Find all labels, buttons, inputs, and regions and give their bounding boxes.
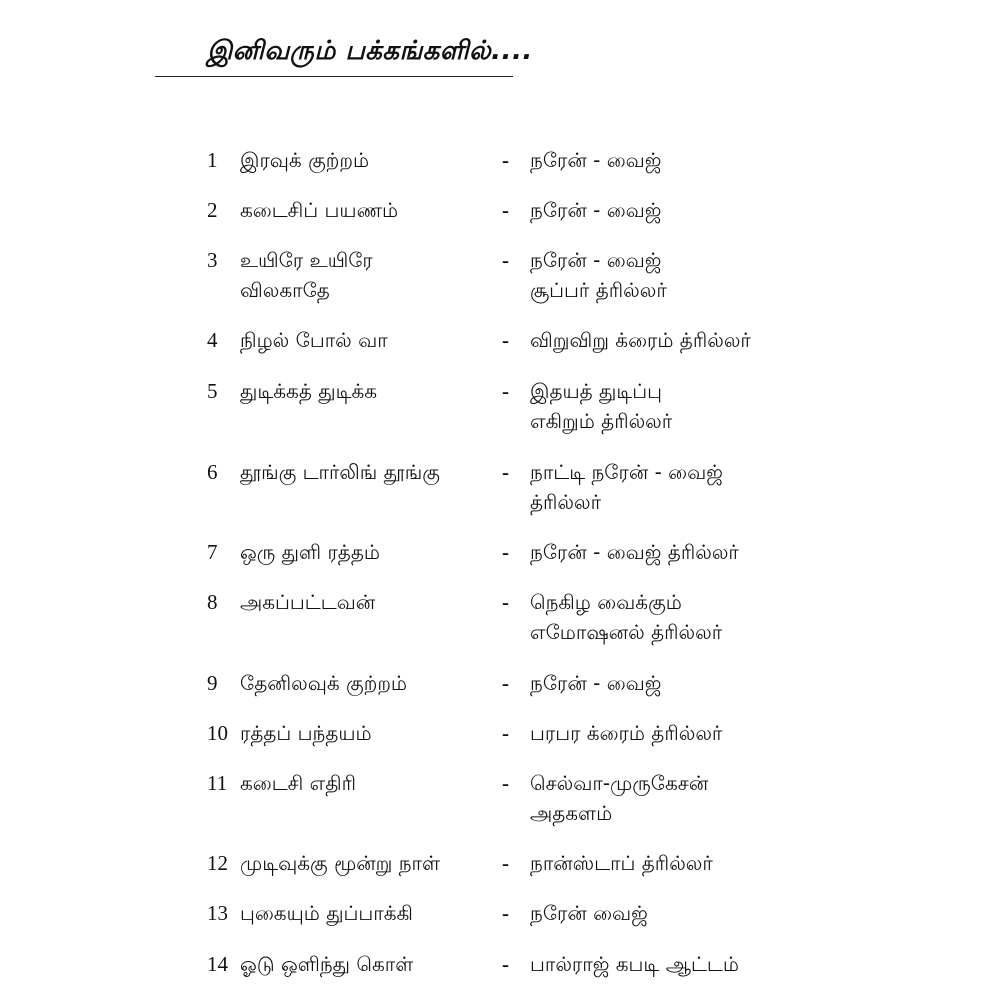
item-separator: - xyxy=(502,328,509,352)
item-separator: - xyxy=(502,721,509,745)
item-number: 12 xyxy=(207,851,228,875)
item-title xyxy=(240,537,495,567)
item-title xyxy=(240,768,495,798)
item-description xyxy=(530,718,820,748)
item-separator: - xyxy=(502,379,509,403)
item-title xyxy=(240,195,495,225)
item-description-line: எகிறும் த்ரில்லர் xyxy=(530,409,673,433)
item-description xyxy=(530,898,820,928)
item-number: 13 xyxy=(207,901,228,925)
item-description-line: நான்ஸ்டாப் த்ரில்லர் xyxy=(530,851,713,875)
item-title-line: நிழல் போல் வா xyxy=(240,328,388,352)
item-title xyxy=(240,718,495,748)
item-title xyxy=(240,949,495,979)
item-number: 8 xyxy=(207,590,218,614)
item-separator: - xyxy=(502,952,509,976)
item-title-line: துடிக்கத் துடிக்க xyxy=(240,379,378,403)
item-description-line: செல்வா-முருகேசன் xyxy=(530,771,709,795)
item-separator: - xyxy=(502,540,509,564)
item-title xyxy=(240,325,495,355)
item-title-line: அகப்பட்டவன் xyxy=(240,590,376,614)
item-number: 5 xyxy=(207,379,218,403)
item-description-line: எமோஷனல் த்ரில்லர் xyxy=(530,620,723,644)
item-description-line: நரேன் - வைஜ் xyxy=(530,148,662,172)
item-separator: - xyxy=(502,590,509,614)
item-title xyxy=(240,145,495,175)
item-number: 14 xyxy=(207,952,228,976)
item-description-line: சூப்பர் த்ரில்லர் xyxy=(530,278,667,302)
item-description xyxy=(530,195,820,225)
item-separator: - xyxy=(502,671,509,695)
item-title-line: இரவுக் குற்றம் xyxy=(240,148,370,172)
item-title-line: தூங்கு டார்லிங் தூங்கு xyxy=(240,460,440,484)
item-title-line: புகையும் துப்பாக்கி xyxy=(240,901,413,925)
item-description xyxy=(530,325,820,355)
item-title-line: விலகாதே xyxy=(240,278,330,302)
item-title-line: கடைசி எதிரி xyxy=(240,771,357,795)
item-description-line: நரேன் - வைஜ் xyxy=(530,671,662,695)
item-description xyxy=(530,457,820,517)
item-title xyxy=(240,457,495,487)
item-description-line: நரேன் - வைஜ் த்ரில்லர் xyxy=(530,540,739,564)
item-description-line: நரேன் - வைஜ் xyxy=(530,248,662,272)
item-title-line: ஒரு துளி ரத்தம் xyxy=(240,540,380,564)
item-number: 4 xyxy=(207,328,218,352)
item-description-line: பரபர க்ரைம் த்ரில்லர் xyxy=(530,721,723,745)
item-description xyxy=(530,145,820,175)
item-description-line: நரேன் வைஜ் xyxy=(530,901,648,925)
item-description xyxy=(530,376,820,436)
item-description-line: அதகளம் xyxy=(530,801,613,825)
item-separator: - xyxy=(502,460,509,484)
item-title-line: ஓடு ஒளிந்து கொள் xyxy=(240,952,414,976)
item-description xyxy=(530,668,820,698)
item-separator: - xyxy=(502,851,509,875)
item-description-line: நாட்டி நரேன் - வைஜ் xyxy=(530,460,723,484)
item-title-line: முடிவுக்கு மூன்று நாள் xyxy=(240,851,441,875)
item-title xyxy=(240,245,495,305)
item-title-line: உயிரே உயிரே xyxy=(240,248,373,272)
item-number: 10 xyxy=(207,721,228,745)
item-number: 3 xyxy=(207,248,218,272)
item-title-line: தேனிலவுக் குற்றம் xyxy=(240,671,408,695)
item-title xyxy=(240,376,495,406)
item-title xyxy=(240,668,495,698)
item-separator: - xyxy=(502,148,509,172)
item-description-line: நரேன் - வைஜ் xyxy=(530,198,662,222)
item-description-line: விறுவிறு க்ரைம் த்ரில்லர் xyxy=(530,328,751,352)
item-title-line: ரத்தப் பந்தயம் xyxy=(240,721,372,745)
item-number: 2 xyxy=(207,198,218,222)
item-number: 7 xyxy=(207,540,218,564)
item-description-line: த்ரில்லர் xyxy=(530,490,602,514)
item-separator: - xyxy=(502,248,509,272)
item-description xyxy=(530,768,820,828)
item-description xyxy=(530,949,820,979)
item-description xyxy=(530,848,820,878)
item-separator: - xyxy=(502,771,509,795)
item-title xyxy=(240,898,495,928)
item-separator: - xyxy=(502,198,509,222)
item-number: 11 xyxy=(207,771,228,795)
item-description xyxy=(530,587,820,647)
item-separator: - xyxy=(502,901,509,925)
item-description-line: இதயத் துடிப்பு xyxy=(530,379,663,403)
item-number: 1 xyxy=(207,148,218,172)
item-description xyxy=(530,245,820,305)
item-description xyxy=(530,537,820,567)
item-description-line: பால்ராஜ் கபடி ஆட்டம் xyxy=(530,952,739,976)
item-description-line: நெகிழ வைக்கும் xyxy=(530,590,682,614)
item-number: 9 xyxy=(207,671,218,695)
item-title xyxy=(240,848,495,878)
item-number: 6 xyxy=(207,460,218,484)
item-title xyxy=(240,587,495,617)
page-title: இனிவரும் பக்கங்களில்.... xyxy=(207,36,533,66)
item-title-line: கடைசிப் பயணம் xyxy=(240,198,399,222)
